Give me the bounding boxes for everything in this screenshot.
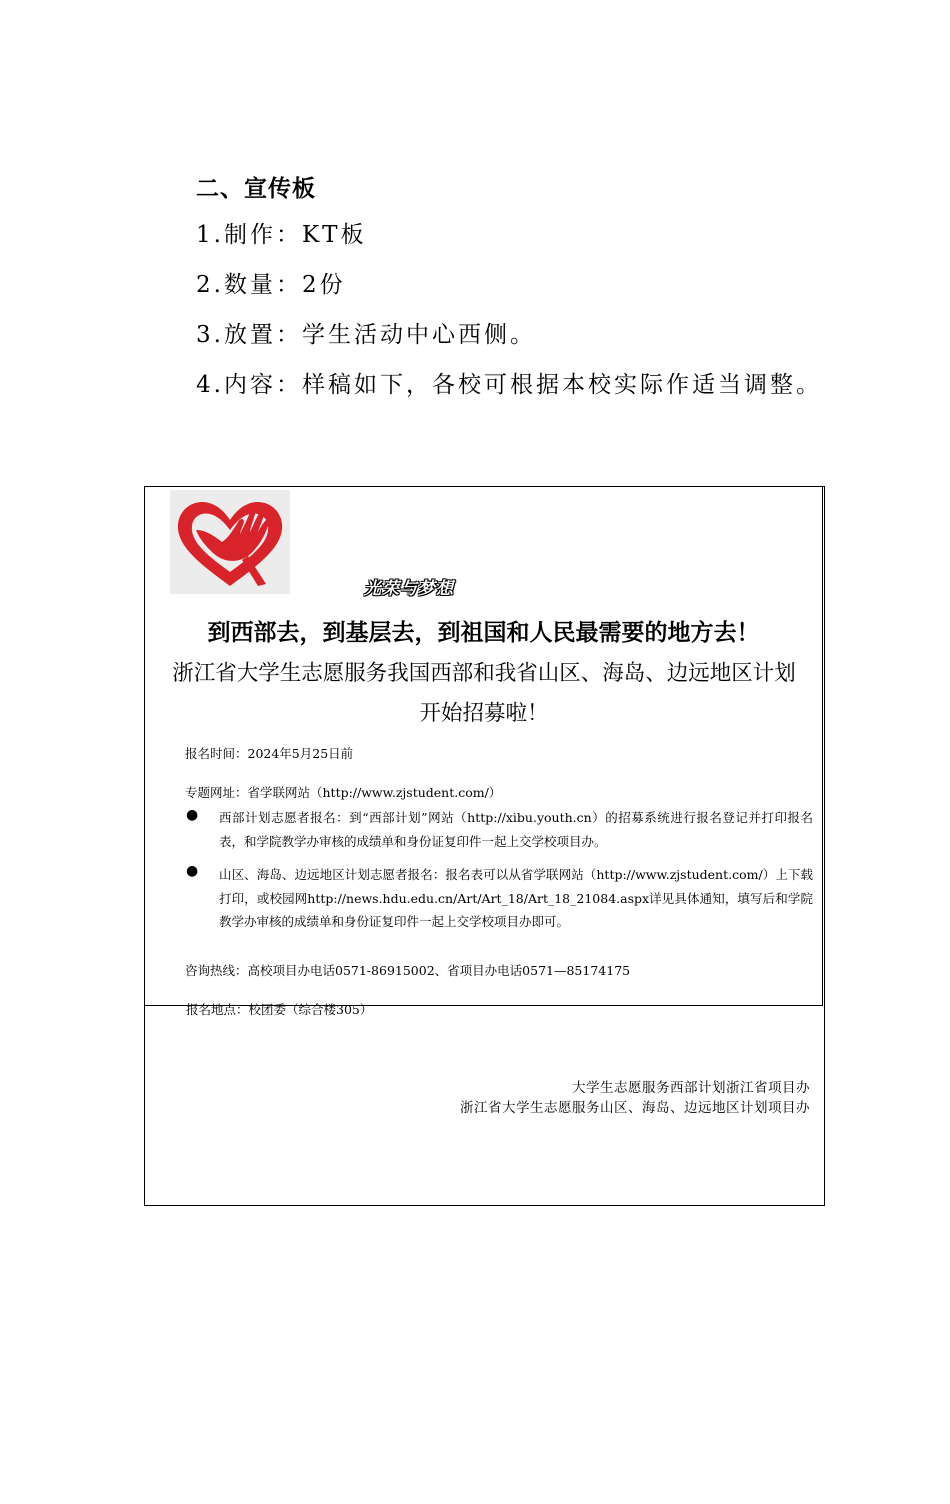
signature-west-plan-office: 大学生志愿服务西部计划浙江省项目办 [572,1080,810,1096]
signature-mountain-plan-office: 浙江省大学生志愿服务山区、海岛、边远地区计划项目办 [460,1100,810,1116]
poster-board [144,486,823,1004]
poster-subhead-line1: 浙江省大学生志愿服务我国西部和我省山区、海岛、边远地区计划 [172,661,796,686]
spec-item-quantity: 2.数量：2份 [196,272,346,298]
volunteer-heart-hand-logo-icon [170,490,290,594]
spec-item-placement: 3.放置：学生活动中心西侧。 [196,322,536,348]
poster-headline: 到西部去，到基层去，到祖国和人民最需要的地方去！ [207,620,760,646]
topic-website: 专题网址：省学联网站（http://www.zjstudent.com/） [185,785,502,800]
spec-item-production: 1.制作：KT板 [196,222,367,248]
bullet-west-plan: 西部计划志愿者报名：到“西部计划”网站（http://xibu.youth.cn）的招募系统进行报名登记并打印报名表，和学院教学办审核的成绩单和身份证复印件一起上交学校项目办。 [219,810,813,849]
section-title: 二、宣传板 [196,176,316,202]
registration-location: 报名地点：校团委（综合楼305） [186,1002,373,1017]
slogan-art-text: 光荣与梦想 [364,579,454,599]
spec-item-content: 4.内容：样稿如下，各校可根据本校实际作适当调整。 [196,372,822,398]
poster-subhead-line2: 开始招募啦！ [419,701,549,726]
bullet-mountain-island-plan: 山区、海岛、边远地区计划志愿者报名：报名表可以从省学联网站（http://www.zjstudent.com/）上下载打印，或校园网http://news.hdu.edu.cn/Art/Art_18/Art_18_21084.aspx详见具体通知，填写后和学院教学办审核的成绩单和身份证复印件一起上交学校项目办即可。 [219,867,813,929]
bullet-dot-icon: ● [186,807,199,823]
bullet-dot-icon: ● [186,863,199,879]
registration-deadline: 报名时间：2024年5月25日前 [185,746,354,761]
consult-hotline: 咨询热线：高校项目办电话0571-86915002、省项目办电话0571—85174175 [185,963,631,978]
